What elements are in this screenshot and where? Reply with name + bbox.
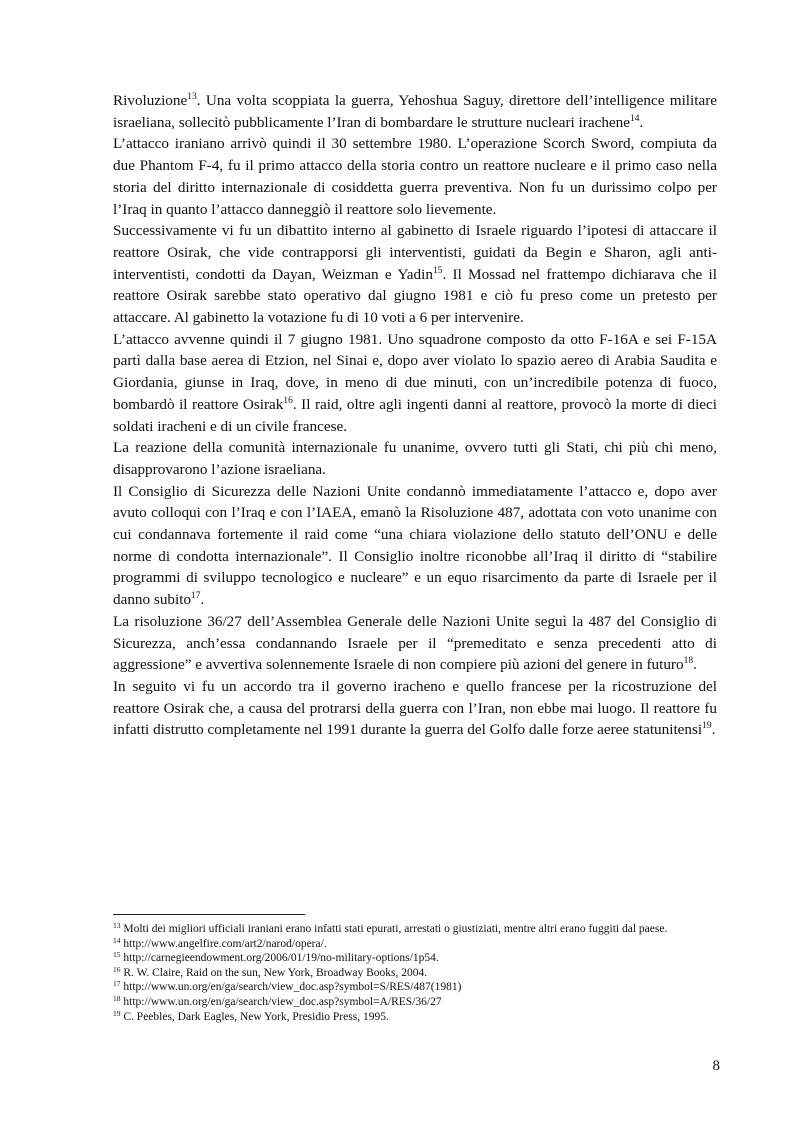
footnote-reference[interactable]: 13: [187, 92, 197, 102]
footnote-text: Molti dei migliori ufficiali iraniani erano infatti stati epurati, arrestati o giustiziati, mentre altri erano fuggiti dal paese.: [120, 923, 668, 935]
paragraph-text: .: [693, 656, 697, 674]
paragraph-text: Il Consiglio di Sicurezza delle Nazioni Unite condannò immediatamente l’attacco e, dopo aver avuto colloqui con l’Iraq e con l’IAEA, emanò la Risoluzione 487, adottata con voto unanime con cui condannava fortemente il raid come “una chiara violazione dello statuto dell’ONU e delle norme di condotta internazionale”. Il Consiglio inoltre riconobbe all’Iraq il diritto di “stabilire programmi di sviluppo tecnologico e nucleare” e un equo risarcimento da parte di Israele per il danno subito: [113, 482, 717, 609]
footnote-text: R. W. Claire, Raid on the sun, New York, Broadway Books, 2004.: [120, 966, 428, 979]
body-text: [113, 90, 717, 741]
footnote-reference[interactable]: 15: [432, 265, 443, 276]
footnote-number: 14: [113, 935, 121, 945]
paragraph-text: L’attacco avvenne quindi il 7 giugno 1981. Uno squadrone composto da otto F-16A e sei F-15A partì dalla base aerea di Etzion, nel Sinai e, dopo aver violato lo spazio aereo di Arabia Saudita e Giordania, giunse in Iraq, dove, in meno di due minuti, con un’incredibile potenza di fuoco, bombardò il reattore Osirak: [113, 330, 717, 413]
paragraph-text: La reazione della comunità internazionale fu unanime, ovvero tutti gli Stati, chi più chi meno, disapprovarono l’azione israeliana.: [113, 439, 717, 478]
paragraph: [113, 676, 717, 741]
page-number: 8: [712, 1058, 720, 1074]
footnote-number: 17: [113, 979, 121, 989]
footnote: [113, 951, 717, 966]
paragraph-text: . Il Mossad nel frattempo dichiarava che il reattore Osirak sarebbe stato operativo dal giugno 1981 e ciò fu preso come un pretesto per attaccare. Al gabinetto la votazione fu di 10 voti a 6 per intervenire.: [113, 265, 717, 327]
paragraph-text: L’attacco iraniano arrivò quindi il 30 settembre 1980. L’operazione Scorch Sword, compiuta da due Phantom F-4, fu il primo attacco della storia contro un reattore nucleare e il primo caso nella storia del diritto internazionale di cosiddetta guerra preventiva. Non fu un durissimo colpo per l’Iraq in quanto l’attacco danneggiò il reattore solo lievemente.: [113, 135, 717, 218]
footnote: [113, 995, 717, 1010]
footnotes: [113, 922, 717, 1024]
paragraph-text: . Il raid, oltre agli ingenti danni al reattore, provocò la morte di dieci soldati iracheni e di un civile francese.: [113, 395, 717, 435]
footnote-number: 16: [113, 964, 121, 974]
footnote-reference[interactable]: 16: [283, 395, 293, 406]
paragraph-text: Successivamente vi fu un dibattito interno al gabinetto di Israele riguardo l’ipotesi di attaccare il reattore Osirak, che vide contrapporsi gli interventisti, guidati da Begin e Sharon, agli anti-interventisti, condotti da Dayan, Weizman e Yadin: [113, 222, 717, 283]
paragraph: [113, 220, 717, 329]
footnote-reference[interactable]: 14: [630, 113, 640, 124]
paragraph-text: Rivoluzione: [113, 92, 188, 109]
footnote-number: 13: [113, 921, 121, 930]
footnote-separator: [113, 914, 305, 915]
footnote-link[interactable]: http://www.un.org/en/ga/search/view_doc.asp?symbol=A/RES/36/27: [120, 995, 442, 1008]
paragraph: [113, 329, 717, 438]
paragraph-text: .: [639, 113, 644, 131]
footnote: [113, 937, 717, 952]
paragraph: [113, 481, 717, 611]
footnote-reference[interactable]: 18: [683, 656, 694, 667]
footnote-link[interactable]: http://www.un.org/en/ga/search/view_doc.asp?symbol=S/RES/487(1981): [120, 981, 462, 994]
footnote: [113, 966, 717, 981]
footnote-number: 19: [113, 1008, 121, 1018]
footnote: [113, 1010, 717, 1025]
footnote-number: 15: [113, 950, 121, 960]
footnote-text: C. Peebles, Dark Eagles, New York, Presidio Press, 1995.: [120, 1010, 389, 1023]
footnote-reference[interactable]: 19: [702, 721, 712, 732]
paragraph: [113, 437, 717, 480]
footnote-link[interactable]: http://www.angelfire.com/art2/narod/opera/.: [120, 937, 327, 950]
paragraph-text: In seguito vi fu un accordo tra il governo iracheno e quello francese per la ricostruzione del reattore Osirak che, a causa del protrarsi della guerra con l’Iran, non ebbe mai luogo. Il reattore fu infatti distrutto completamente nel 1991 durante la guerra del Golfo dalle forze aeree statunitensi: [113, 677, 717, 739]
paragraph: [113, 133, 717, 220]
paragraph-text: .: [200, 591, 205, 609]
footnote: [113, 922, 717, 937]
paragraph-text: . Una volta scoppiata la guerra, Yehoshua Saguy, direttore dell’intelligence militare israeliana, sollecitò pubblicamente l’Iran di bombardare le strutture nucleari irachene: [113, 92, 717, 131]
paragraph-text: .: [711, 721, 716, 739]
paragraph: [113, 611, 717, 676]
footnote-reference[interactable]: 17: [191, 591, 201, 602]
footnote: [113, 980, 717, 995]
paragraph-text: La risoluzione 36/27 dell’Assemblea Generale delle Nazioni Unite seguì la 487 del Consiglio di Sicurezza, anch’essa condannando Israele per il “premeditato e senza precedenti atto di aggressione” e avvertiva solennemente Israele di non compiere più azioni del genere in futuro: [113, 612, 717, 674]
footnote-link[interactable]: http://carnegieendowment.org/2006/01/19/no-military-options/1p54.: [120, 952, 439, 965]
footnote-number: 18: [113, 993, 121, 1003]
paragraph: [113, 90, 717, 133]
